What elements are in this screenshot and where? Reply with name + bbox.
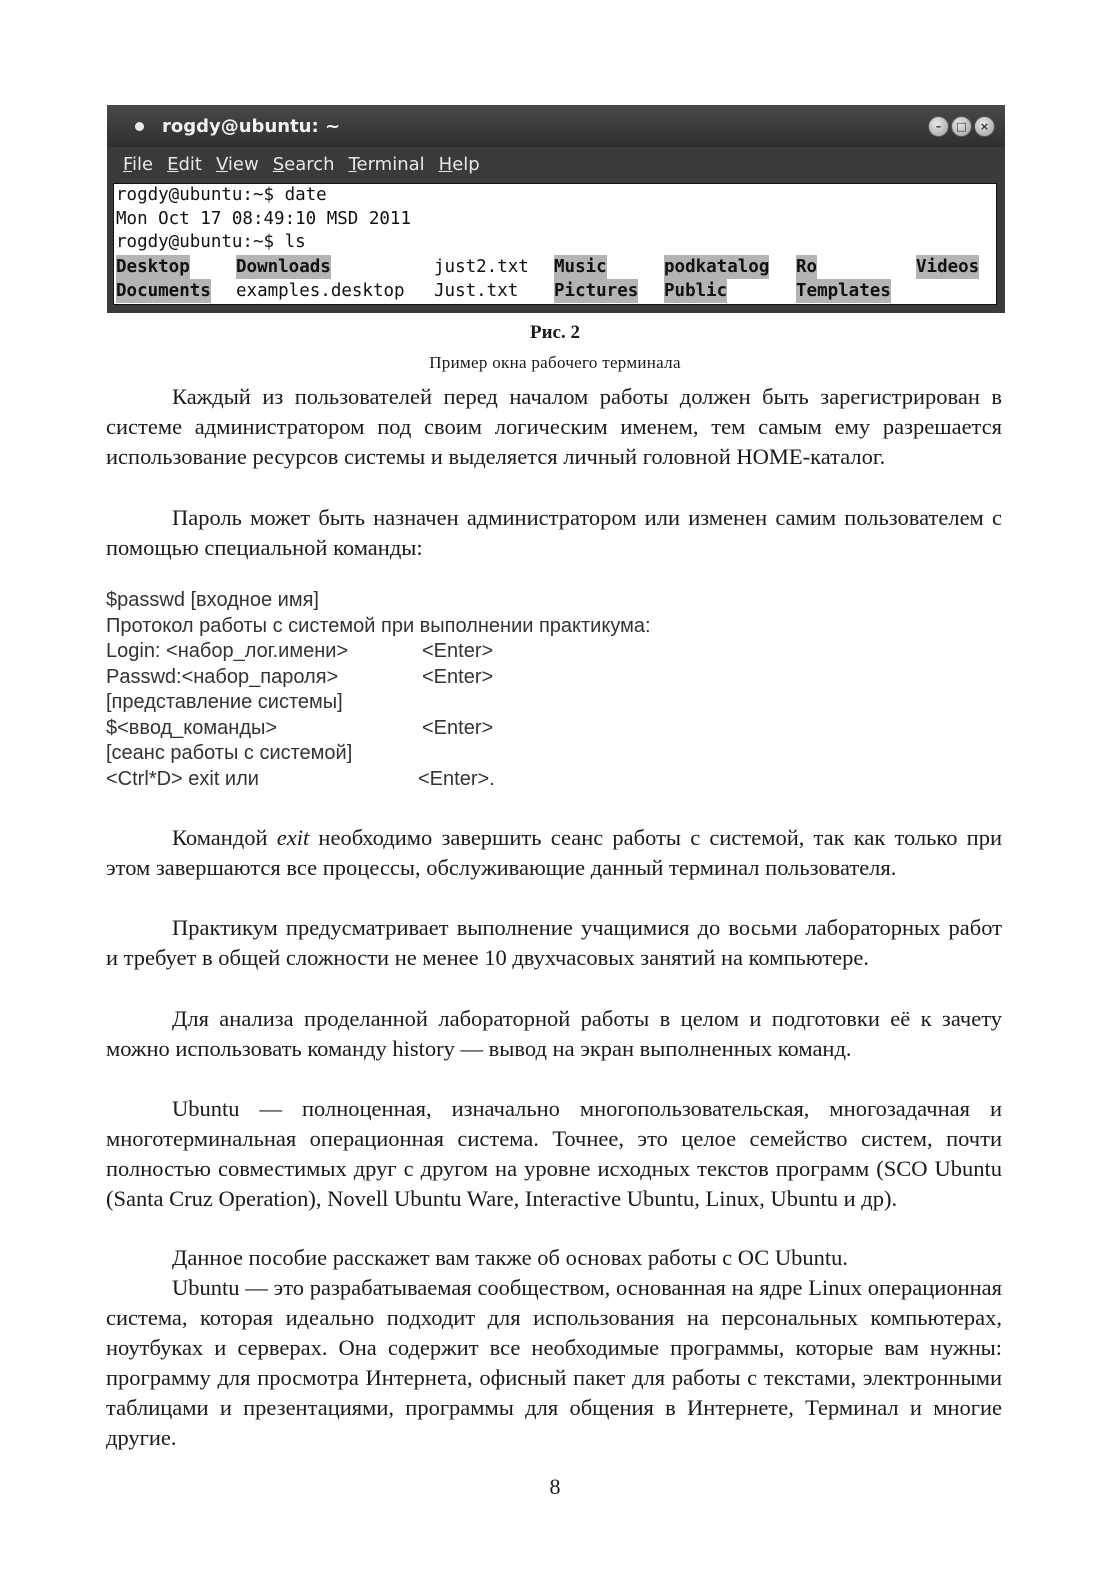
ls-output-row (116, 279, 996, 303)
text-run: Командой (172, 825, 277, 850)
ls-output-row (116, 255, 996, 279)
text-run: необходимо завершить сеанс работы с системой, так как только при этом завершаются все процессы, обслуживающие данный терминал пользователя. (106, 825, 1002, 880)
figure-caption: Пример окна рабочего терминала (429, 353, 681, 372)
code-line: [сеанс работы с системой] (106, 742, 353, 764)
paragraph (106, 823, 1002, 883)
enter-key-label: <Enter> (422, 716, 494, 739)
maximize-icon: □ (951, 116, 972, 137)
paragraph: Ubuntu — это разрабатываемая сообществом, основанная на ядре Linux операционная система, которая идеально подходит для использования на персональных компьютерах, ноутбуках и серверах. Она содержит все необходимые программы, которые вам нужны: программу для просмотра Интернета, офисный пакет для работы с текстами, электронными таблицами и презентациями, программы для общения в Интернете, Терминал и многие другие. (106, 1275, 1002, 1450)
terminal-menubar (107, 147, 1005, 181)
terminal-screen (113, 183, 997, 305)
menu-search: Search (272, 153, 335, 175)
ls-item: Templates (796, 280, 891, 301)
ls-item: Desktop (116, 256, 190, 277)
ls-item: Music (554, 256, 607, 277)
code-line: [представление системы] (106, 691, 343, 713)
code-line: Login: <набор_лог.имени> (106, 640, 349, 662)
menu-help: Help (438, 153, 480, 175)
ls-item: Public (664, 280, 728, 301)
enter-key-label: <Enter> (422, 665, 494, 688)
window-menu-dot-icon (135, 122, 144, 131)
paragraph: Каждый из пользователей перед началом работы должен быть зарегистрирован в системе администратором под своим логическим именем, тем самым ему разрешается использование ресурсов системы и выделяется личный головной HOME-каталог. (106, 384, 1002, 469)
ls-item: podkatalog (664, 256, 770, 277)
terminal-title: rogdy@ubuntu: ~ (162, 115, 341, 137)
enter-key-label: <Enter>. (418, 767, 495, 790)
terminal-line: rogdy@ubuntu:~$ date (116, 185, 327, 205)
ls-item: examples.desktop (236, 280, 405, 301)
paragraph: Ubuntu — полноценная, изначально многопользовательская, многозадачная и многотерминальная операционная система. Точнее, это целое семейство систем, почти полностью совместимых друг с другом на уровне исходных текстов программ (SCO Ubuntu (Santa Cruz Operation), Novell Ubuntu Ware, Interactive Ubuntu, Linux, Ubuntu и др). (106, 1096, 1002, 1211)
terminal-line: rogdy@ubuntu:~$ ls (116, 232, 306, 252)
ls-item: Just.txt (434, 280, 519, 301)
ls-item: Ro (796, 256, 818, 277)
ls-item: Pictures (554, 280, 639, 301)
terminal-titlebar (107, 105, 1005, 147)
menu-file: File (123, 153, 154, 175)
ls-item: just2.txt (434, 256, 529, 277)
code-line: $<ввод_команды> (106, 716, 278, 739)
page-number: 8 (549, 1474, 561, 1499)
ls-item: Downloads (236, 256, 331, 277)
figure-number: Рис. 2 (530, 322, 580, 343)
terminal-line: Mon Oct 17 08:49:10 MSD 2011 (116, 208, 412, 229)
code-line: Протокол работы с системой при выполнении практикума: (106, 614, 651, 637)
paragraph: Данное пособие расскажет вам также об основах работы с ОС Ubuntu. (172, 1245, 848, 1270)
window-controls (928, 116, 995, 137)
menu-terminal: Terminal (348, 153, 425, 175)
terminal-screenshot (107, 105, 1005, 313)
menu-edit: Edit (167, 153, 202, 175)
paragraph: Для анализа проделанной лабораторной работы в целом и подготовки её к зачету можно использовать команду history — вывод на экран выполненных команд. (106, 1006, 1002, 1061)
menu-view: View (215, 153, 259, 175)
code-line: $passwd [входное имя] (106, 589, 319, 611)
ls-item: Videos (916, 256, 980, 277)
minimize-icon: – (928, 116, 949, 137)
ls-item: Documents (116, 280, 211, 301)
code-line: Passwd:<набор_пароля> (106, 665, 339, 688)
command-name: exit (276, 825, 310, 850)
paragraph: Пароль может быть назначен администратором или изменен самим пользователем с помощью специальной команды: (106, 505, 1002, 560)
close-icon: × (974, 116, 995, 137)
enter-key-label: <Enter> (422, 640, 494, 662)
terminal-bottom-edge (107, 305, 1005, 313)
paragraph: Практикум предусматривает выполнение учащимися до восьми лабораторных работ и требует в общей сложности не менее 10 двухчасовых занятий на компьютере. (106, 915, 1002, 970)
code-line: <Ctrl*D> exit или (106, 767, 259, 790)
